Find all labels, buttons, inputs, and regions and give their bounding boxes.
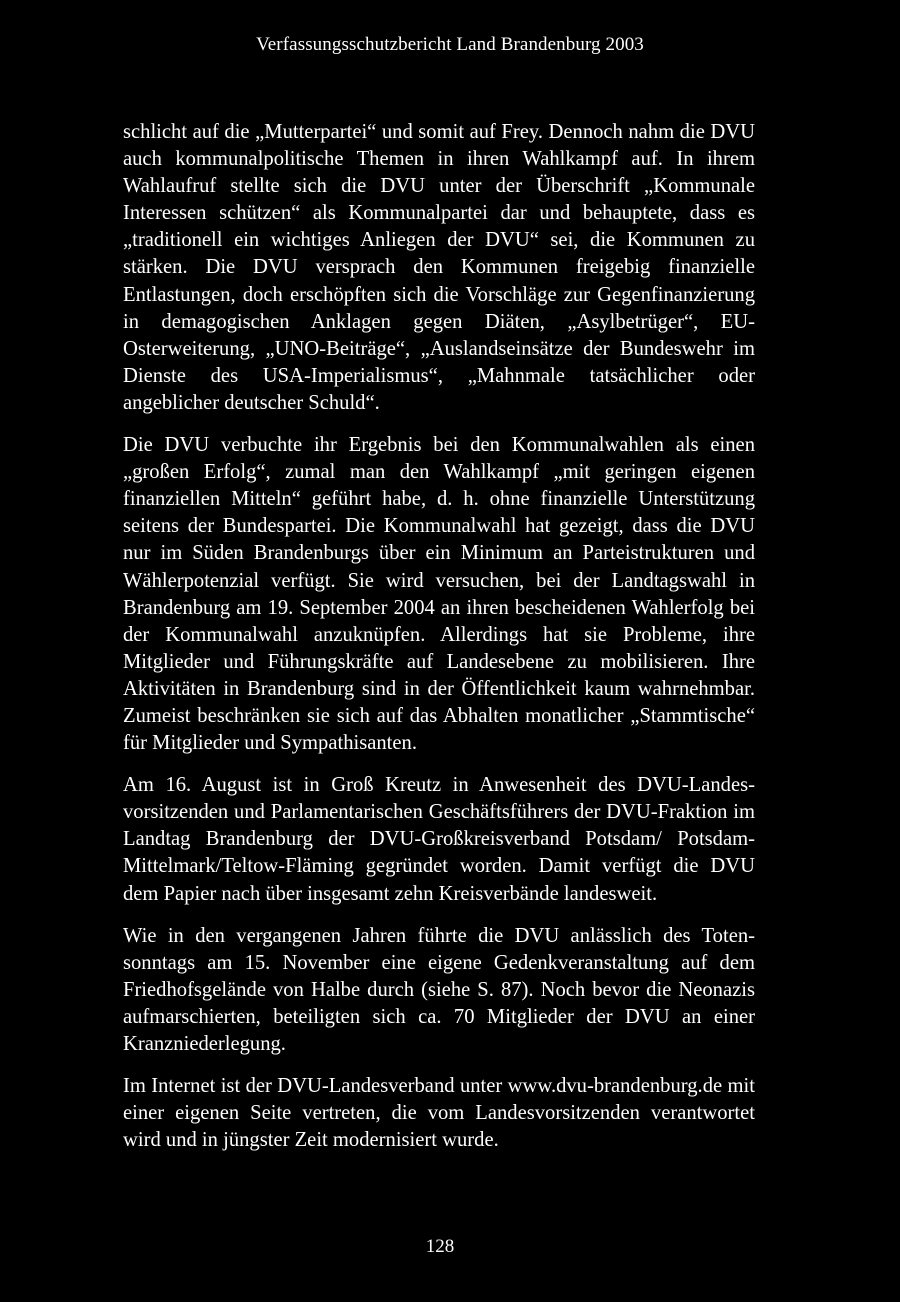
page-header: Verfassungsschutzbericht Land Brandenburg 2003: [256, 34, 644, 55]
paragraph-2: Die DVU verbuchte ihr Ergebnis bei den Kommunalwahlen als einen „großen Erfolg“, zumal man den Wahlkampf „mit geringen eigenen finanziellen Mitteln“ geführt habe, d. h. ohne finanzielle Unterstützung seitens der Bundespartei. Die Kommunalwahl hat gezeigt, dass die DVU nur im Süden Brandenburgs über ein Minimum an Parteistrukturen und Wählerpotenzial verfügt. Sie wird versuchen, bei der Landtagswahl in Brandenburg am 19. September 2004 an ihren bescheidenen Wahlerfolg bei der Kommunalwahl anzuknüpfen. Allerdings hat sie Probleme, ihre Mitglieder und Führungskräfte auf Landesebene zu mobilisieren. Ihre Aktivitäten in Brandenburg sind in der Öffentlichkeit kaum wahrnehmbar. Zumeist beschränken sie sich auf das Abhalten monatlicher „Stammtische“ für Mitglieder und Sympathisanten.: [123, 434, 755, 755]
paragraph-3: Am 16. August ist in Groß Kreutz in Anwesenheit des DVU-Landesvorsitzenden und Parlamentarischen Geschäftsführers der DVU-Fraktion im Landtag Brandenburg der DVU-Großkreisverband Potsdam/ Potsdam-Mittelmark/Teltow-Fläming gegründet worden. Damit verfügt die DVU dem Papier nach über insgesamt zehn Kreisverbände landesweit.: [123, 774, 755, 905]
paragraph-5: Im Internet ist der DVU-Landesverband unter www.dvu-brandenburg.de mit einer eigenen Seite vertreten, die vom Landesvorsitzenden verantwortet wird und in jüngster Zeit modernisiert wurde.: [123, 1075, 755, 1152]
page-number: 128: [425, 1236, 455, 1257]
paragraph-4: Wie in den vergangenen Jahren führte die DVU anlässlich des Totensonntags am 15. November eine eigene Gedenkveranstaltung auf dem Friedhofsgelände von Halbe durch (siehe S. 87). Noch bevor die Neonazis aufmarschierten, beteiligten sich ca. 70 Mitglieder der DVU an einer Kranzniederlegung.: [123, 924, 755, 1055]
body-text: [123, 119, 755, 1169]
paragraph-1: schlicht auf die „Mutterpartei“ und somit auf Frey. Dennoch nahm die DVU auch kommunalpolitische Themen in ihren Wahlkampf auf. In ihrem Wahlaufruf stellte sich die DVU unter der Überschrift „Kommunale Interessen schützen“ als Kommunalpartei dar und behauptete, dass es „traditionell ein wichtiges Anliegen der DVU“ sei, die Kommunen zu stärken. Die DVU versprach den Kommunen freigebig finanzielle Entlastungen, doch erschöpften sich die Vorschläge zur Gegenfinanzierung in demagogischen Anklagen gegen Diäten, „Asylbetrüger“, EU-Osterweiterung, „UNO-Beiträge“, „Auslandseinsätze der Bundeswehr im Dienste des USA-Imperialismus“, „Mahnmale tatsächlicher oder angeblicher deutscher Schuld“.: [123, 121, 755, 414]
